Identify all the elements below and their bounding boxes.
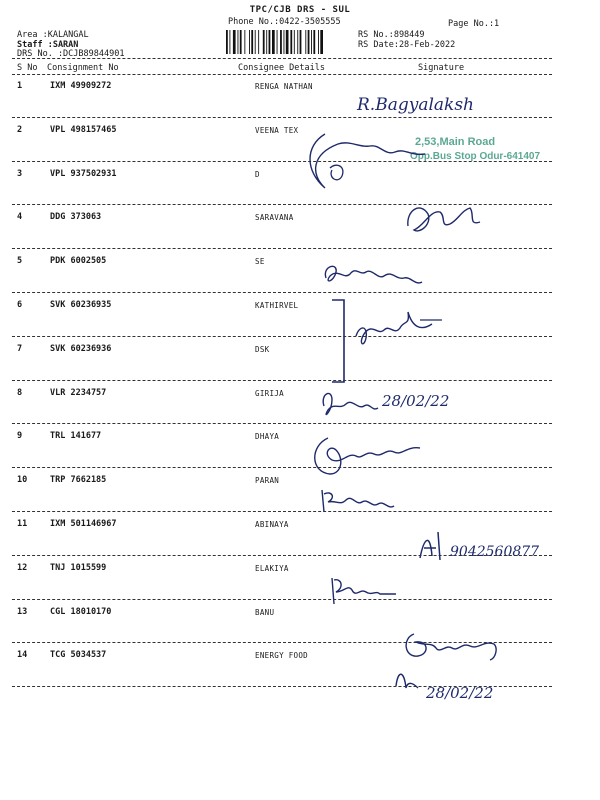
row-consignment-number: DDG 373063 [50, 212, 102, 223]
barcode-bar [269, 30, 271, 54]
row-consignee-name: ABINAYA [255, 520, 289, 529]
row-consignment-number: SVK 60236935 [50, 300, 112, 310]
barcode-bar [305, 30, 306, 54]
barcode-bar [277, 30, 278, 54]
row-serial-number: 6 [17, 300, 23, 310]
row-serial-number: 3 [17, 168, 23, 179]
signature-text-row-1: R.Bagyalaksh [357, 95, 474, 115]
signature-row-9 [308, 432, 428, 480]
shop-stamp-line2: Opp.Bus Stop Odur-641407 [410, 151, 541, 162]
barcode-bar [284, 30, 285, 54]
barcode-bar [308, 30, 310, 54]
row-serial-number: 12 [17, 562, 28, 573]
col-header-signature: Signature [418, 63, 465, 73]
signature-date-row-14: 28/02/22 [426, 684, 494, 702]
row-consignment-number: TCG 5034537 [50, 650, 107, 661]
row-consignment-number: SVK 60236936 [50, 343, 112, 354]
row-consignee-name: ELAKIYA [255, 563, 289, 573]
row-consignment-number: TRP 7662185 [50, 475, 107, 486]
signature-row-12 [326, 570, 406, 610]
barcode-bar [229, 30, 230, 54]
row-consignment-number: VPL 937502931 [50, 168, 117, 179]
barcode-bar [266, 30, 267, 54]
drs-number: DRS No. :DCJB89844901 [17, 49, 125, 59]
barcode-bar [294, 30, 295, 54]
header-rule-top [12, 58, 552, 59]
barcode-bar [311, 30, 312, 54]
row-serial-number: 4 [17, 212, 23, 223]
rs-date: RS Date:28-Feb-2022 [358, 40, 456, 50]
row-consignment-number: VPL 498157465 [50, 124, 117, 135]
barcode-bar [272, 30, 275, 54]
row-consignee-name: SE [255, 257, 265, 267]
signature-row-14 [390, 662, 520, 706]
row-separator [12, 511, 552, 512]
row-serial-number: 14 [17, 650, 28, 661]
barcode-bar [251, 30, 253, 54]
row-consignment-number: TRL 141677 [50, 431, 102, 442]
row-consignment-number: TNJ 1015599 [50, 562, 107, 573]
signature-row-2 [300, 126, 430, 196]
row-separator [12, 599, 552, 600]
barcode-bar [286, 30, 289, 54]
signature-row-13 [400, 624, 510, 664]
row-separator [12, 467, 552, 468]
signature-row-5 [320, 256, 430, 292]
barcode-bar [263, 30, 265, 54]
row-separator [12, 248, 552, 249]
row-consignment-number: CGL 18010170 [50, 606, 112, 617]
barcode-bar [249, 30, 250, 54]
barcode-bar [318, 30, 319, 54]
signature-row-1 [355, 90, 495, 116]
signature-row-10 [318, 484, 398, 518]
row-consignee-name: SARAVANA [255, 213, 294, 223]
row-consignee-name: KATHIRVEL [255, 301, 299, 310]
barcode-bar [255, 30, 256, 54]
row-consignment-number: IXM 501146967 [50, 519, 117, 529]
barcode-bar [226, 30, 228, 54]
header-rule-bottom [12, 74, 552, 75]
row-separator [12, 336, 552, 337]
row-consignment-number: PDK 6002505 [50, 256, 107, 267]
row-consignee-name: GIRIJA [255, 388, 284, 398]
sheet-title: TPC/CJB DRS - SUL [249, 5, 351, 15]
page-number: Page No.:1 [448, 19, 500, 29]
row-consignment-number: IXM 49909272 [50, 81, 112, 91]
row-consignee-name: BANU [255, 607, 275, 617]
signature-row-8 [318, 384, 458, 430]
row-serial-number: 2 [17, 124, 23, 135]
barcode-bar [290, 30, 292, 54]
row-separator [12, 292, 552, 293]
row-consignee-name: PARAN [255, 476, 280, 486]
row-serial-number: 7 [17, 343, 23, 354]
barcode-bar [240, 30, 242, 54]
rs-number: RS No.:898449 [358, 30, 425, 40]
row-serial-number: 5 [17, 256, 23, 267]
signature-phone-row-11: 9042560877 [450, 544, 540, 560]
row-separator [12, 380, 552, 381]
barcode-bar [300, 30, 302, 54]
barcode-bar [238, 30, 239, 54]
shop-stamp-line1: 2,53,Main Road [415, 136, 496, 148]
phone-number: Phone No.:0422-3505555 [228, 17, 341, 27]
row-consignee-name: RENGA NATHAN [255, 82, 313, 91]
row-serial-number: 13 [17, 606, 28, 617]
barcode-bar [233, 30, 236, 54]
row-consignee-name: DSK [255, 344, 270, 354]
row-separator [12, 423, 552, 424]
col-header-consignment: Consignment No [47, 63, 119, 73]
signature-row-6 [350, 306, 450, 361]
row-consignee-name: D [255, 169, 260, 179]
barcode [226, 30, 358, 54]
barcode-bar [320, 30, 323, 54]
row-consignee-name: ENERGY FOOD [255, 651, 308, 661]
area-label: Area :KALANGAL [17, 30, 89, 40]
row-serial-number: 1 [17, 81, 23, 91]
row-serial-number: 10 [17, 475, 28, 486]
row-separator [12, 117, 552, 118]
row-consignee-name: DHAYA [255, 432, 280, 442]
staff-label: Staff :SARAN [17, 40, 79, 50]
col-header-consignee: Consignee Details [238, 63, 325, 73]
row-serial-number: 11 [17, 519, 28, 529]
barcode-bar [244, 30, 245, 54]
signature-date-row-8: 28/02/22 [382, 392, 450, 410]
row-consignment-number: VLR 2234757 [50, 387, 107, 398]
barcode-bar [280, 30, 282, 54]
barcode-bar [258, 30, 259, 54]
barcode-bar [313, 30, 315, 54]
signature-row-11 [414, 528, 574, 570]
signature-row-4 [400, 196, 490, 241]
row-serial-number: 8 [17, 387, 23, 398]
bracket-mark [330, 298, 350, 386]
row-consignee-name: VEENA TEX [255, 125, 299, 135]
col-header-sno: S No [17, 63, 38, 73]
row-serial-number: 9 [17, 431, 23, 442]
barcode-bar [297, 30, 298, 54]
